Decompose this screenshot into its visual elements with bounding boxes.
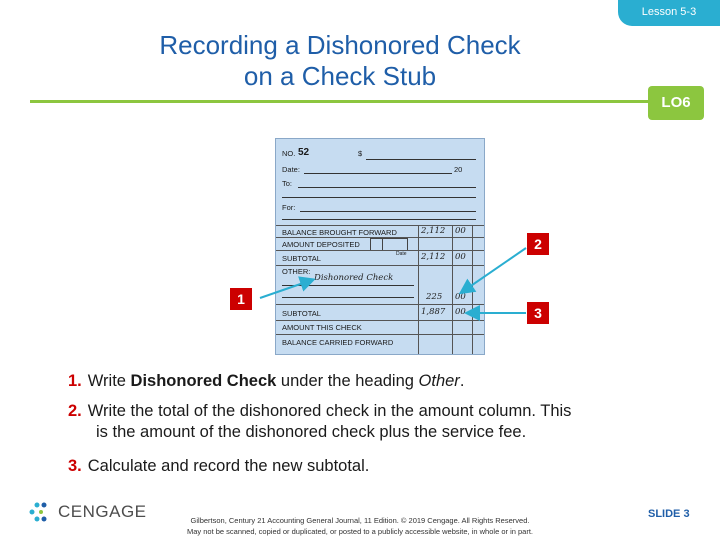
stub-other-cents: 00 (455, 292, 466, 302)
step-3 (68, 456, 369, 477)
step-3-number: 3. (68, 457, 82, 475)
stub-subtotal-1-cents: 00 (455, 252, 466, 262)
stub-other-dollars: 225 (426, 292, 443, 302)
stub-year-suffix: 20 (454, 165, 463, 174)
stub-subtotal-1-dollars: 2,112 (421, 252, 446, 262)
cengage-logo-icon (28, 500, 52, 524)
cengage-logo-text: CENGAGE (58, 502, 147, 521)
stub-subtotal-2: SUBTOTAL (282, 309, 321, 318)
arrow-2 (462, 248, 526, 292)
copyright-notice (140, 515, 580, 537)
step-1-mid: under the heading (276, 372, 419, 390)
stub-bbf-dollars: 2,112 (421, 226, 446, 236)
stub-to-label: To: (282, 179, 293, 188)
marker-1: 1 (230, 288, 252, 310)
stub-date-small: Date (396, 251, 407, 257)
step-1-number: 1. (68, 372, 82, 390)
step-1-italic: Other (418, 372, 460, 390)
step-3-text: Calculate and record the new subtotal. (87, 457, 370, 475)
stub-dollar-sign: $ (358, 149, 363, 158)
copyright-line-2: May not be scanned, copied or duplicated, or posted to a publicly accessible website, in whole or in part. (186, 527, 534, 536)
slide-number: SLIDE 3 (648, 508, 690, 520)
copyright-line-1: Gilbertson, Century 21 Accounting General Journal, 11 Edition. © 2019 Cengage. All Rights Reserved. (190, 516, 530, 525)
stub-no-value: 52 (298, 147, 310, 158)
stub-no-label: NO. (282, 149, 296, 158)
stub-subtotal-1: SUBTOTAL (282, 254, 321, 263)
step-2-line-1: Write the total of the dishonored check in the amount column. This (87, 402, 572, 420)
step-1-bold: Dishonored Check (130, 372, 277, 390)
title-line-2: on a Check Stub (243, 61, 437, 91)
stub-bbf-cents: 00 (455, 226, 466, 236)
lo-badge: LO6 (648, 86, 704, 120)
step-2 (68, 401, 571, 443)
marker-2: 2 (527, 233, 549, 255)
stub-balance-carried-forward: BALANCE CARRIED FORWARD (282, 338, 394, 347)
stub-other-entry: Dishonored Check (314, 273, 394, 283)
arrow-1 (260, 280, 312, 298)
step-1 (68, 371, 464, 392)
stub-subtotal-2-dollars: 1,887 (421, 307, 446, 317)
stub-date-label: Date: (282, 165, 300, 174)
step-2-number: 2. (68, 402, 82, 420)
stub-for-label: For: (282, 203, 296, 212)
step-2-line-2: is the amount of the dishonored check plus the service fee. (96, 423, 527, 441)
cengage-logo (28, 500, 147, 524)
title-line-1: Recording a Dishonored Check (159, 30, 521, 60)
stub-amount-deposited: AMOUNT DEPOSITED (282, 240, 360, 249)
lesson-tab: Lesson 5-3 (618, 0, 720, 26)
stub-subtotal-2-cents: 00 (455, 307, 466, 317)
stub-balance-brought-forward: BALANCE BROUGHT FORWARD (282, 228, 397, 237)
step-1-post: . (459, 372, 465, 390)
step-1-pre: Write (87, 372, 131, 390)
stub-amount-this-check: AMOUNT THIS CHECK (282, 323, 362, 332)
stub-other-label: OTHER: (282, 267, 311, 276)
marker-3: 3 (527, 302, 549, 324)
